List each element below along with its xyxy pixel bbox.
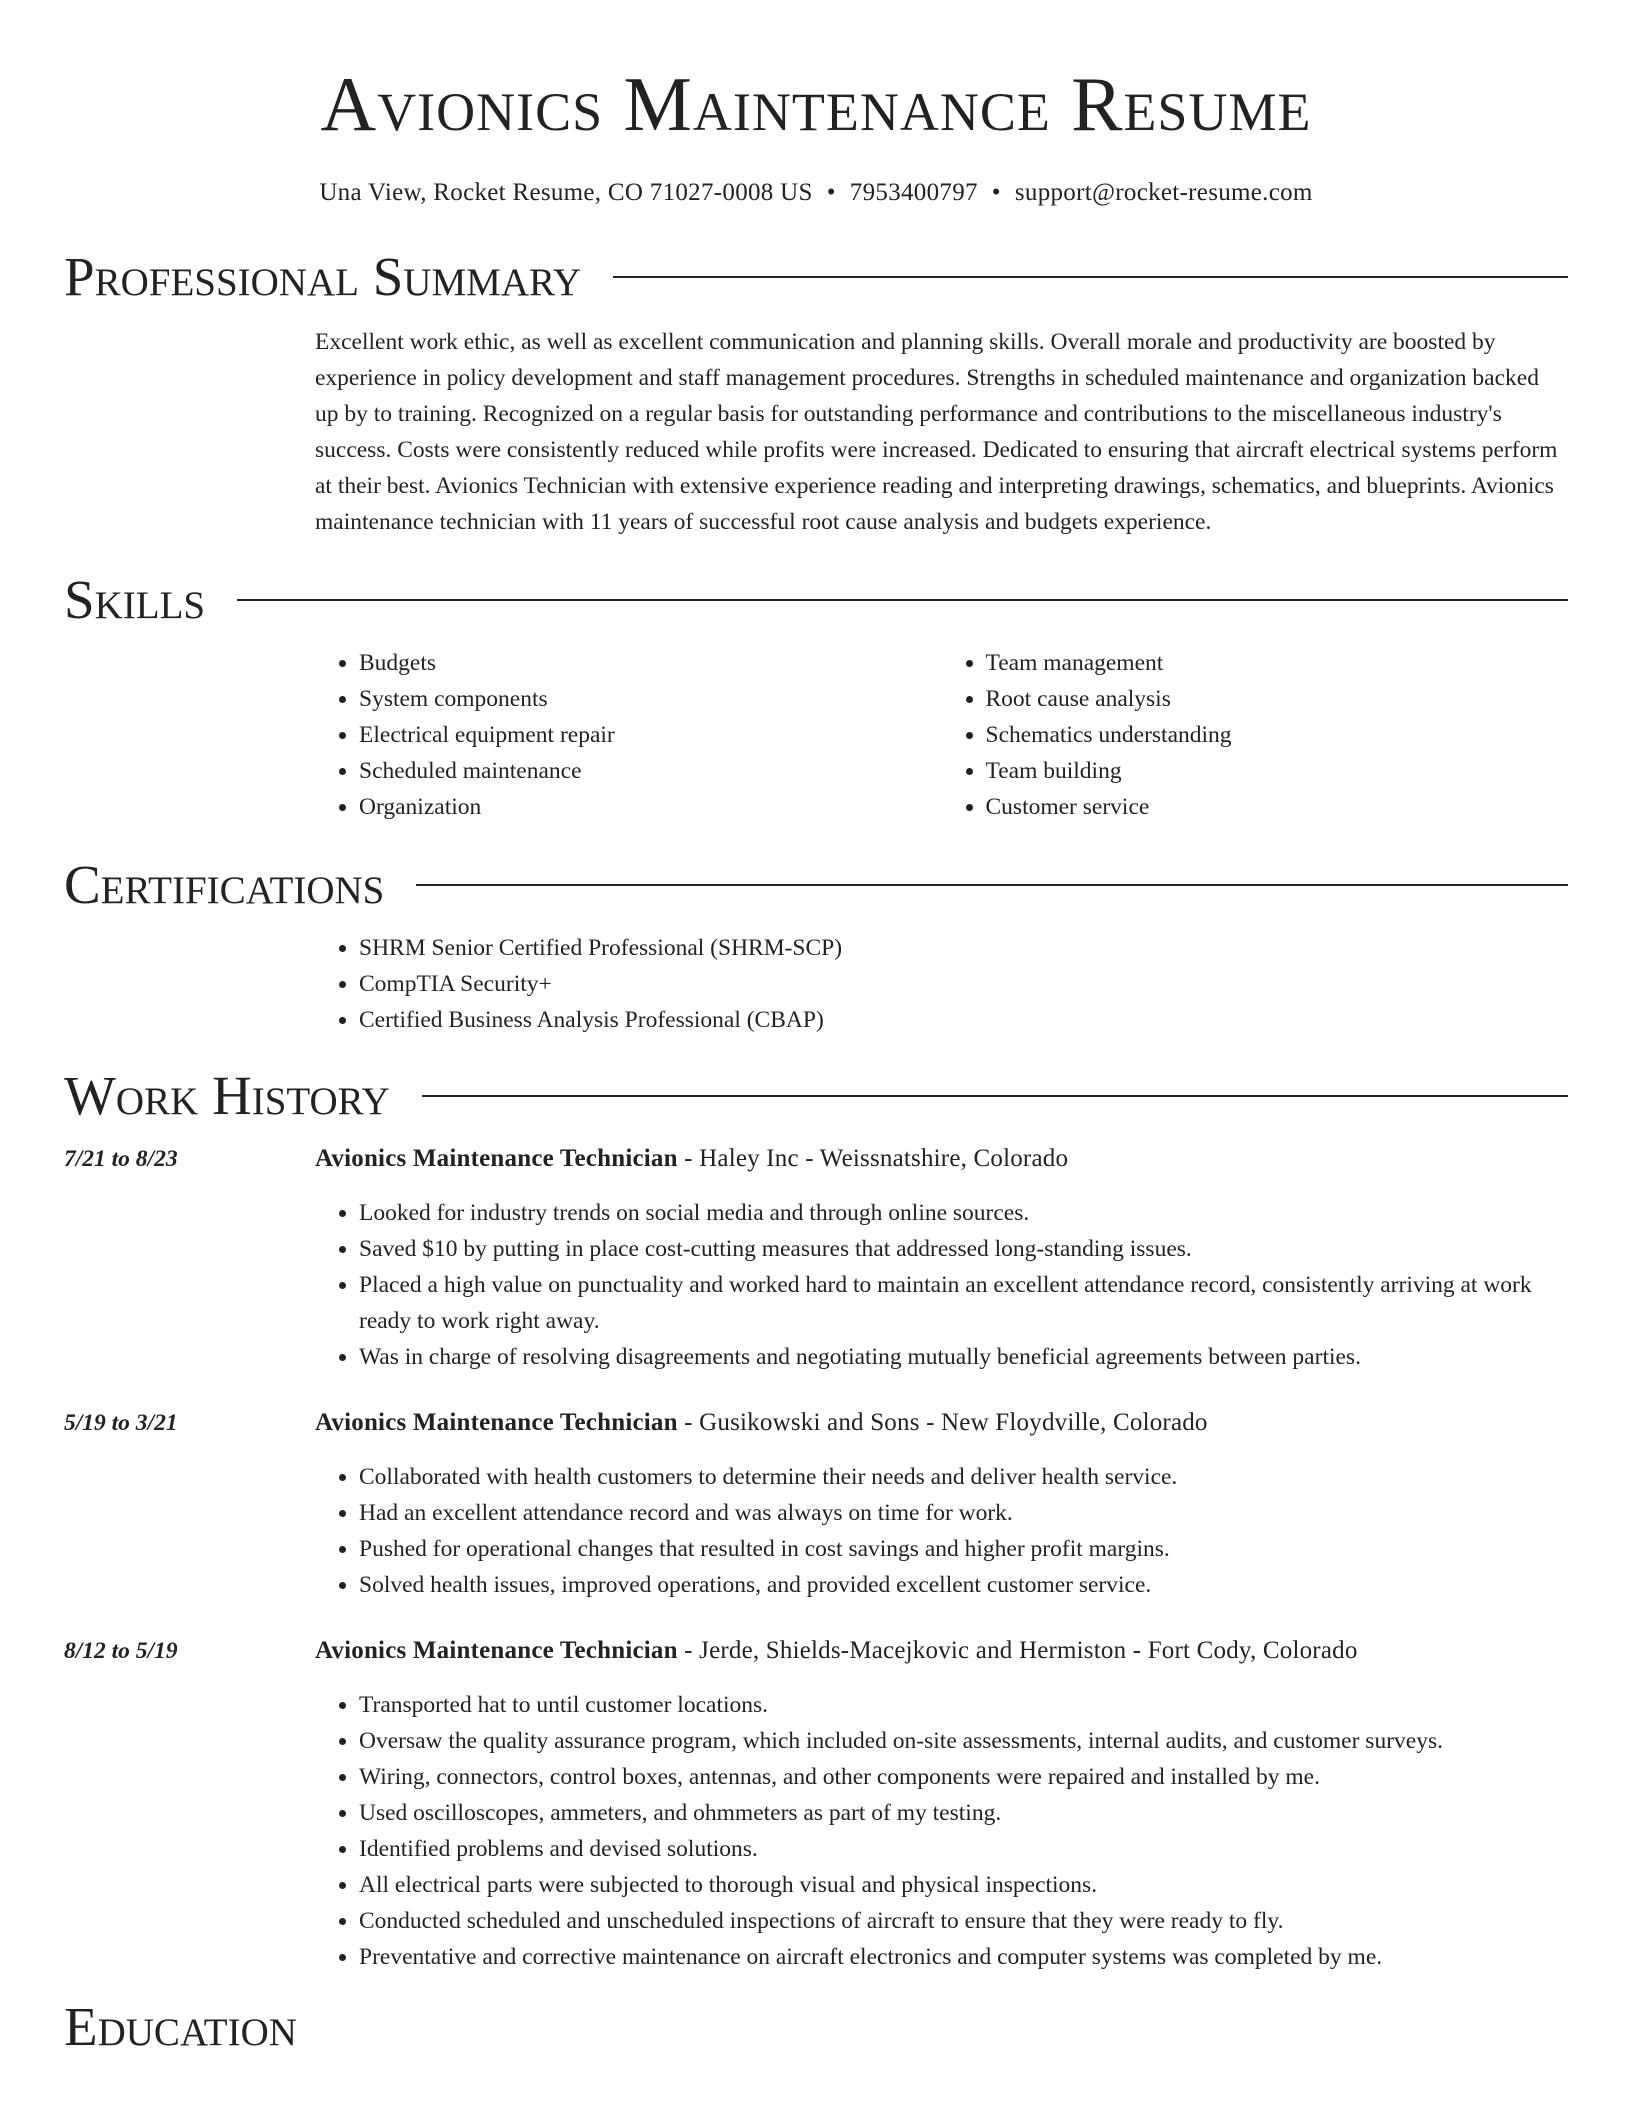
section-divider	[613, 276, 1568, 278]
skills-heading: Skills	[64, 569, 206, 630]
skill-item: • Schematics understanding	[986, 717, 1569, 753]
skill-item: • Organization	[359, 789, 942, 825]
resume-title: Avionics Maintenance Resume	[320, 61, 1312, 147]
certifications-section-header	[64, 854, 1568, 915]
job-bullet: • Was in charge of resolving disagreements and negotiating mutually beneficial agreements between parties.	[359, 1339, 1568, 1375]
job-bullet: • Solved health issues, improved operations, and provided excellent customer service.	[359, 1567, 1568, 1603]
job-bullet: • All electrical parts were subjected to thorough visual and physical inspections.	[359, 1867, 1568, 1903]
job-entry	[64, 1405, 1568, 1603]
skills-column-right	[942, 645, 1569, 825]
skill-item: • Team management	[986, 645, 1569, 681]
job-bullets	[315, 1687, 1568, 1975]
job-bullet: • Preventative and corrective maintenance on aircraft electronics and computer systems was completed by me.	[359, 1939, 1568, 1975]
job-bullet: • Identified problems and devised solutions.	[359, 1831, 1568, 1867]
job-heading	[315, 1405, 1568, 1441]
job-body	[315, 1141, 1568, 1375]
certifications-heading: Certifications	[64, 854, 385, 915]
job-bullet: • Placed a high value on punctuality and worked hard to maintain an excellent attendance record, consistently arriving at work ready to work right away.	[359, 1267, 1568, 1339]
job-heading	[315, 1633, 1568, 1669]
skill-item: • Root cause analysis	[986, 681, 1569, 717]
skills-list	[315, 645, 1568, 825]
job-dates: 8/12 to 5/19	[64, 1638, 178, 1664]
job-bullet: • Wiring, connectors, control boxes, antennas, and other components were repaired and installed by me.	[359, 1759, 1568, 1795]
summary-section-header	[64, 246, 1568, 307]
job-bullet: • Conducted scheduled and unscheduled inspections of aircraft to ensure that they were ready to fly.	[359, 1903, 1568, 1939]
job-entry	[64, 1141, 1568, 1375]
certifications-items	[315, 930, 1568, 1038]
skill-item: • Budgets	[359, 645, 942, 681]
contact-separator: •	[826, 179, 836, 206]
skill-item: • Scheduled maintenance	[359, 753, 942, 789]
summary-text: Excellent work ethic, as well as excellent communication and planning skills. Overall morale and productivity are boosted by experience in policy development and staff management procedures. Strengths in scheduled maintenance and organization backed up by to training. Recognized on a regular basis for outstanding performance and contributions to the miscellaneous industry's success. Costs were consistently reduced while profits were increased. Dedicated to ensuring that aircraft electrical systems perform at their best. Avionics Technician with extensive experience reading and interpreting drawings, schematics, and blueprints. Avionics maintenance technician with 11 years of successful root cause analysis and budgets experience.	[315, 329, 1558, 535]
contact-separator: •	[991, 179, 1001, 206]
skill-item: • Electrical equipment repair	[359, 717, 942, 753]
job-company-location: - Jerde, Shields-Macejkovic and Hermiston - Fort Cody, Colorado	[677, 1637, 1358, 1664]
job-dates: 5/19 to 3/21	[64, 1410, 178, 1436]
job-title: Avionics Maintenance Technician	[315, 1409, 678, 1436]
job-body	[315, 1405, 1568, 1603]
education-heading: Education	[64, 1996, 297, 2057]
contact-email: support@rocket-resume.com	[1014, 179, 1313, 206]
job-dates: 7/21 to 8/23	[64, 1146, 178, 1172]
job-bullets	[315, 1459, 1568, 1603]
job-bullet: • Looked for industry trends on social media and through online sources.	[359, 1195, 1568, 1231]
work-heading: Work History	[64, 1065, 390, 1126]
summary-heading: Professional Summary	[64, 246, 582, 307]
job-heading	[315, 1141, 1568, 1177]
job-bullet: • Saved $10 by putting in place cost-cutting measures that addressed long-standing issues.	[359, 1231, 1568, 1267]
certification-item: • CompTIA Security+	[359, 966, 1568, 1002]
work-section-header	[64, 1065, 1568, 1126]
contact-phone: 7953400797	[849, 179, 978, 206]
job-entry	[64, 1633, 1568, 1975]
contact-address: Una View, Rocket Resume, CO 71027-0008 US	[319, 179, 813, 206]
job-company-location: - Haley Inc - Weissnatshire, Colorado	[677, 1145, 1069, 1172]
skill-item: • Customer service	[986, 789, 1569, 825]
section-divider	[422, 1095, 1568, 1097]
work-history-list	[64, 1141, 1568, 1975]
skill-item: • Team building	[986, 753, 1569, 789]
certifications-list	[315, 930, 1568, 1038]
job-bullet: • Oversaw the quality assurance program, which included on-site assessments, internal audits, and customer surveys.	[359, 1723, 1568, 1759]
skill-item: • System components	[359, 681, 942, 717]
education-section-header	[64, 1996, 1568, 2057]
job-title: Avionics Maintenance Technician	[315, 1637, 678, 1664]
job-title: Avionics Maintenance Technician	[315, 1145, 678, 1172]
job-bullet: • Collaborated with health customers to determine their needs and deliver health service.	[359, 1459, 1568, 1495]
skills-section-header	[64, 569, 1568, 630]
certification-item: • Certified Business Analysis Professional (CBAP)	[359, 1002, 1568, 1038]
job-company-location: - Gusikowski and Sons - New Floydville, Colorado	[677, 1409, 1208, 1436]
contact-line	[64, 179, 1568, 207]
job-bullet: • Had an excellent attendance record and was always on time for work.	[359, 1495, 1568, 1531]
job-bullet: • Used oscilloscopes, ammeters, and ohmmeters as part of my testing.	[359, 1795, 1568, 1831]
job-body	[315, 1633, 1568, 1975]
job-bullets	[315, 1195, 1568, 1375]
job-bullet: • Pushed for operational changes that resulted in cost savings and higher profit margins.	[359, 1531, 1568, 1567]
skills-column-left	[315, 645, 942, 825]
section-divider	[416, 884, 1568, 886]
job-bullet: • Transported hat to until customer locations.	[359, 1687, 1568, 1723]
section-divider	[237, 599, 1568, 601]
certification-item: • SHRM Senior Certified Professional (SHRM-SCP)	[359, 930, 1568, 966]
